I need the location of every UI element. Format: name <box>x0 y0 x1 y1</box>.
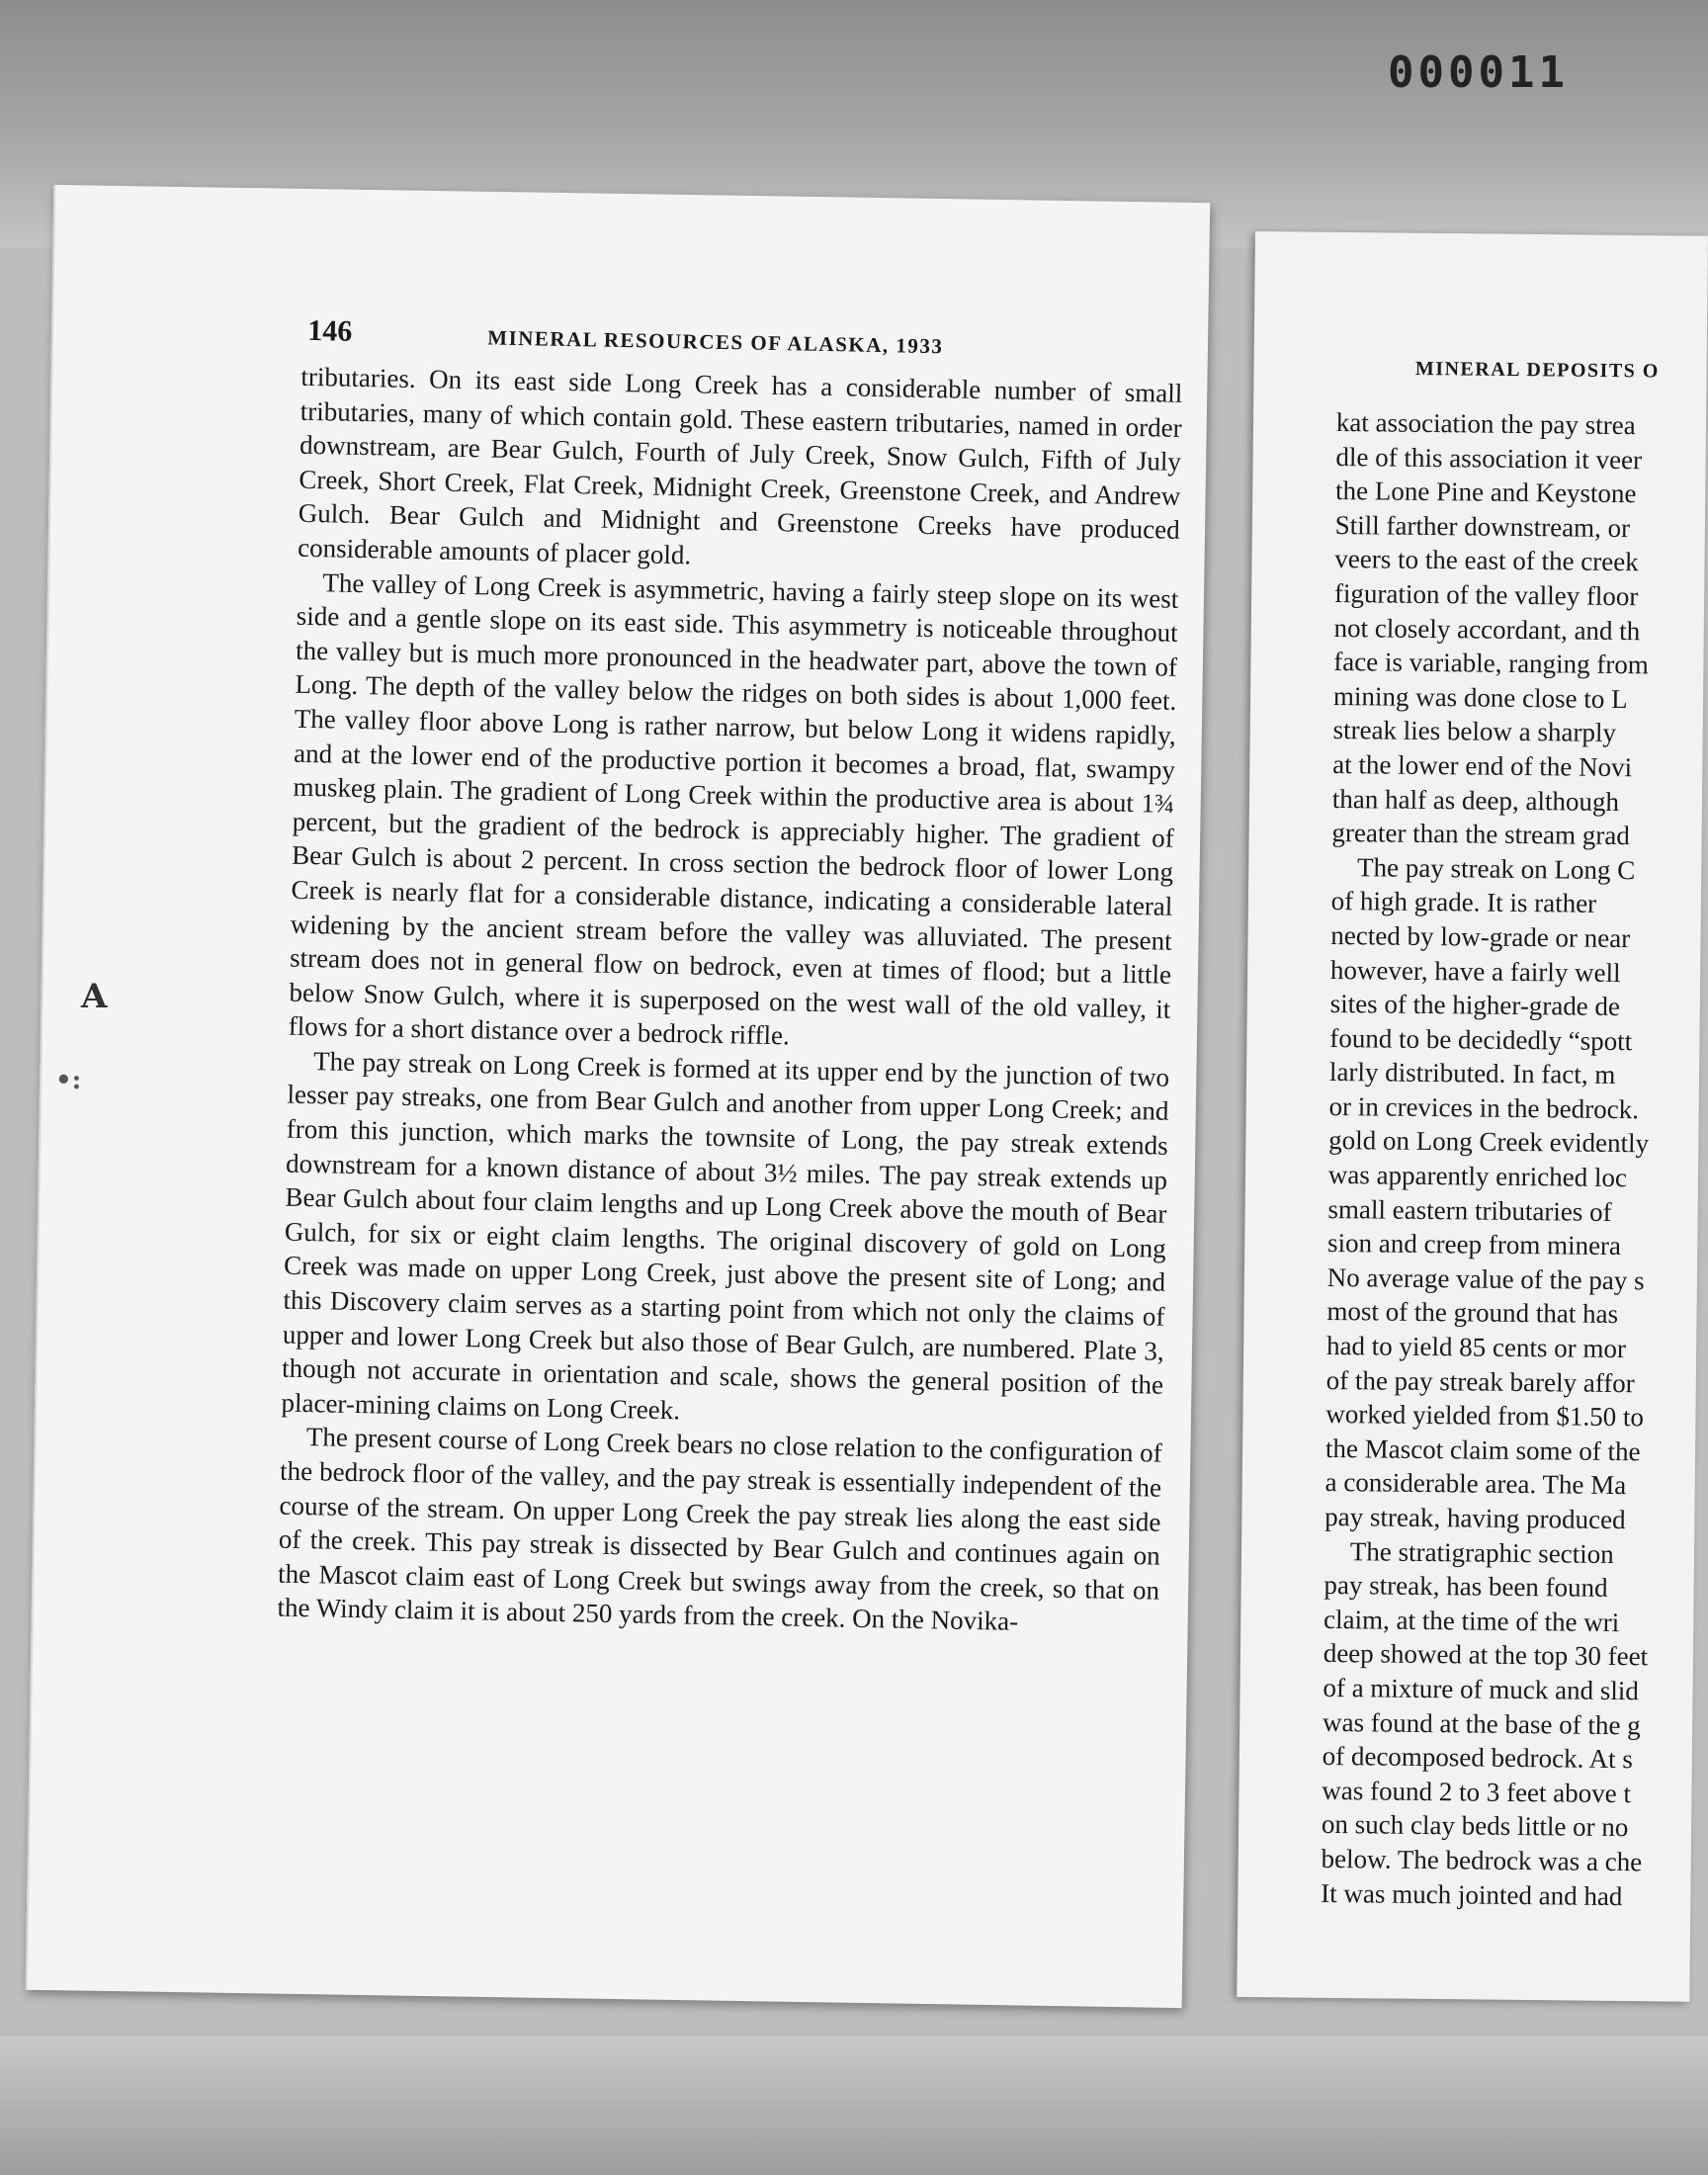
paragraph: The present course of Long Creek bears no close relation to the configuration of the bedrock floor of the valley, and the pay streak is essentially independent of the course of the stream. On upper Long Creek the pay streak lies along the east side of the creek. This pay streak is dissected by Bear Gulch and continues again on the Mascot claim east of Long Creek but swings away from the creek, so that on the Windy claim it is about 250 yards from the creek. On the Novika- <box>277 1422 1163 1637</box>
text-line: streak lies below a sharply <box>1332 715 1617 748</box>
text-line: a considerable area. The Ma <box>1324 1467 1627 1501</box>
text-line: deep showed at the top 30 feet <box>1323 1638 1649 1672</box>
text-line: the Mascot claim some of the <box>1324 1433 1641 1467</box>
text-line: or in crevices in the bedrock. <box>1328 1090 1640 1125</box>
text-line: small eastern tributaries of <box>1327 1193 1612 1227</box>
right-page-text <box>1321 405 1708 1915</box>
text-line: veers to the east of the creek <box>1334 544 1639 577</box>
text-line: pay streak, has been found <box>1324 1570 1608 1604</box>
text-line: at the lower end of the Novi <box>1332 748 1633 783</box>
scan-background-bottom <box>0 2037 1708 2175</box>
text-line: gold on Long Creek evidently <box>1328 1125 1650 1159</box>
text-line: nected by low-grade or near <box>1330 919 1631 954</box>
text-line: larly distributed. In fact, m <box>1328 1057 1616 1090</box>
text-line: of a mixture of muck and slid <box>1323 1672 1639 1706</box>
text-line: No average value of the pay s <box>1326 1262 1645 1296</box>
text-line: found to be decidedly “spott <box>1329 1022 1633 1056</box>
document-stamp-number: 000011 <box>1388 47 1569 98</box>
text-line: Still farther downstream, or <box>1334 509 1631 543</box>
paragraph: The valley of Long Creek is asymmetric, having a fairly steep slope on its west side and a gentle slope on its east side. This asymmetry is noticeable throughout the valley but is much more pronounced in the headwater part, above the town of Long. The depth of the valley below the ridges on both sides is about 1,000 feet. The valley floor above Long is rather narrow, but below Long it widens rapidly, and at the lower end of the productive portion it becomes a broad, flat, swampy muskeg plain. The gradient of Long Creek within the productive area is about 1¾ percent, but the gradient of the bedrock is appreciably higher. The gradient of Bear Gulch is about 2 percent. In cross section the bedrock floor of lower Long Creek is nearly flat for a considerable distance, indicating a considerable lateral widening by the ancient stream before the valley was alluviated. The present stream does not in general flow on bedrock, even at times of flood; but a little below Snow Gulch, where it is superposed on the west wall of the old valley, it flows for a short distance over a bedrock riffle. <box>288 566 1179 1051</box>
text-line: was apparently enriched loc <box>1327 1160 1628 1193</box>
running-head: MINERAL RESOURCES OF ALASKA, 1933 <box>487 325 944 359</box>
text-line: was found 2 to 3 feet above t <box>1322 1775 1632 1808</box>
paragraph: The pay streak on Long Creek is formed at its upper end by the junction of two lesser pay streaks, one from Bear Gulch and another from upper Long Creek; and from this junction, which marks the townsite of Long, the pay streak extends downstream for a known distance of about 3½ miles. The pay streak extends up Bear Gulch about four claim lengths and up Long Creek above the mouth of Bear Gulch, for six or eight claim lengths. The original discovery of gold on Long Creek was made on upper Long Creek, just above the present site of Long; and this Discovery claim serves as a starting point from which not only the claims of upper and lower Long Creek but also those of Bear Gulch, are numbered. Plate 3, though not accurate in orientation and scale, shows the general position of the placer-mining claims on Long Creek. <box>281 1046 1170 1426</box>
text-line: than half as deep, although <box>1331 783 1620 817</box>
left-page-body <box>184 358 1182 1642</box>
text-line: of high grade. It is rather <box>1330 886 1597 919</box>
right-running-head: MINERAL DEPOSITS O <box>1414 358 1661 383</box>
text-line: most of the ground that has <box>1326 1296 1619 1330</box>
text-line: dle of this association it veer <box>1335 441 1643 475</box>
text-line: The stratigraphic section <box>1349 1535 1614 1569</box>
text-line: worked yielded from $1.50 to <box>1325 1399 1645 1433</box>
text-line: mining was done close to L <box>1332 680 1628 714</box>
text-line: had to yield 85 cents or mor <box>1325 1330 1627 1364</box>
text-line: of the pay streak barely affor <box>1325 1364 1635 1398</box>
text-line: sion and creep from minera <box>1326 1228 1622 1262</box>
left-page-content <box>184 297 1236 1643</box>
text-line: It was much jointed and had <box>1321 1877 1623 1911</box>
text-line: not closely accordant, and th <box>1333 612 1641 646</box>
page-number: 146 <box>307 313 353 348</box>
paragraph: tributaries. On its east side Long Creek has a considerable number of small tributaries, many of which contain gold. These eastern tributaries, named in order downstream, are Bear Gulch, Fourth of July Creek, Snow Gulch, Fifth of July Creek, Short Creek, Flat Creek, Midnight Creek, Greenstone Creek, and Andrew Gulch. Bear Gulch and Midnight and Greenstone Creeks have produced considerable amounts of placer gold. <box>297 361 1183 570</box>
text-line: claim, at the time of the wri <box>1323 1604 1620 1637</box>
text-line: kat association the pay strea <box>1335 406 1636 441</box>
text-line: of decomposed bedrock. At s <box>1322 1741 1634 1775</box>
margin-mark-smudge: •: <box>55 1066 82 1095</box>
text-line: pay streak, having produced <box>1324 1501 1626 1535</box>
text-line: figuration of the valley floor <box>1333 577 1639 612</box>
text-line: however, have a fairly well <box>1329 954 1621 988</box>
text-line: face is variable, ranging from <box>1333 647 1650 680</box>
text-line: below. The bedrock was a che <box>1321 1843 1643 1877</box>
text-line: greater than the stream grad <box>1331 818 1630 851</box>
margin-mark-a: A <box>81 977 108 1016</box>
text-line: The pay streak on Long C <box>1356 851 1636 885</box>
text-line: sites of the higher-grade de <box>1329 989 1621 1022</box>
text-line: was found at the base of the g <box>1322 1706 1641 1740</box>
text-line: on such clay beds little or no <box>1321 1809 1629 1843</box>
text-line: the Lone Pine and Keystone <box>1334 476 1637 509</box>
